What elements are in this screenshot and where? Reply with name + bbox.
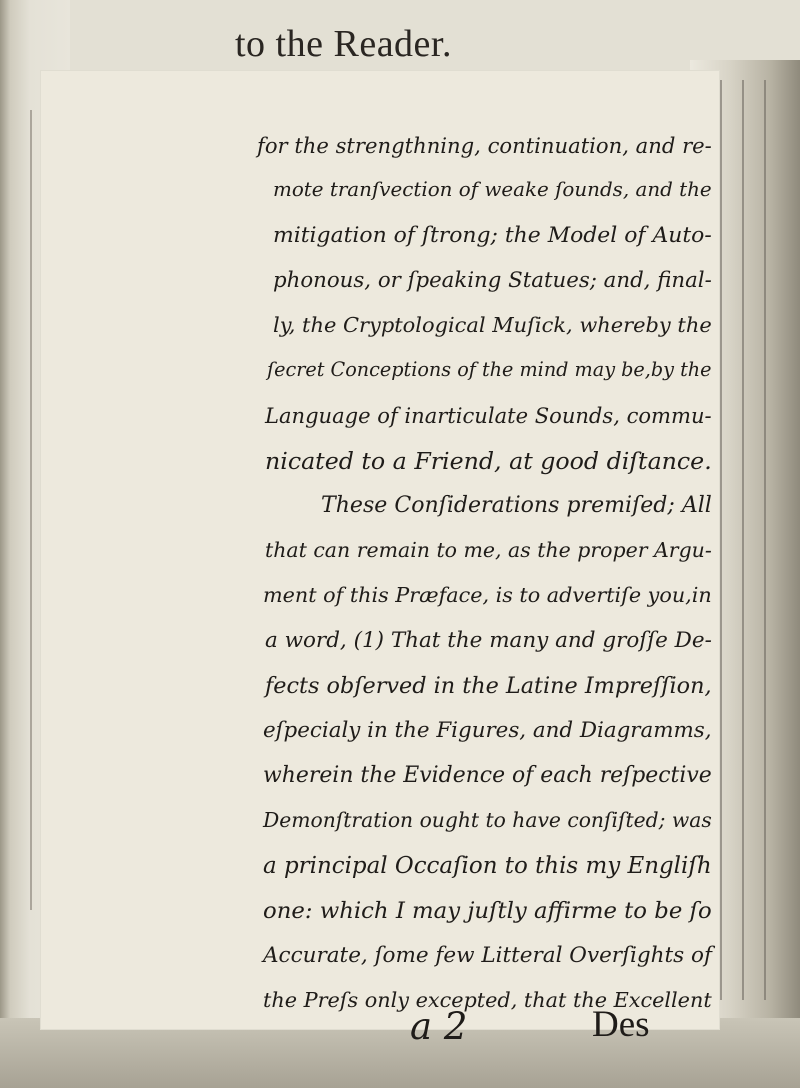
text-line: fects obſerved in the Latine Impreſſion, bbox=[265, 673, 712, 699]
catchword: Des bbox=[592, 1004, 650, 1045]
text-line: a principal Occaſion to this my Engliſh bbox=[263, 853, 712, 879]
text-line: Demonſtration ought to have conſiſted; was bbox=[263, 808, 712, 832]
edge-rule bbox=[764, 80, 766, 1000]
text-line: nicated to a Friend, at good diſtance. bbox=[265, 447, 712, 475]
text-line: ſecret Conceptions of the mind may be,by the bbox=[267, 358, 712, 381]
text-line: mote tranſvection of weake ſounds, and the bbox=[273, 178, 712, 201]
edge-rule bbox=[742, 80, 744, 1000]
text-line: the Preſs only excepted, that the Excellent bbox=[263, 988, 712, 1012]
text-line: These Conſiderations premiſed; All bbox=[321, 493, 712, 518]
text-line: mitigation of ſtrong; the Model of Auto- bbox=[273, 223, 712, 248]
text-line: a word, (1) That the many and groſſe De- bbox=[265, 628, 712, 653]
edge-rule bbox=[30, 110, 32, 910]
text-line: one: which I may juſtly affirme to be ſo bbox=[263, 898, 712, 924]
running-title: to the Reader. bbox=[235, 23, 452, 65]
signature-mark: a 2 bbox=[410, 1005, 468, 1048]
text-line: Language of inarticulate Sounds, commu- bbox=[265, 403, 712, 428]
text-line: for the strengthning, continuation, and re- bbox=[257, 133, 712, 158]
text-line: that can remain to me, as the proper Argu- bbox=[265, 538, 712, 562]
text-line: phonous, or ſpeaking Statues; and, final- bbox=[273, 268, 712, 293]
text-line: eſpecialy in the Figures, and Diagramms, bbox=[263, 718, 712, 743]
text-line: ly, the Cryptological Muſick, whereby the bbox=[273, 313, 712, 337]
text-line: Accurate, ſome few Litteral Overſights of bbox=[263, 943, 712, 968]
edge-rule bbox=[720, 80, 722, 1000]
text-line: wherein the Evidence of each reſpective bbox=[263, 763, 712, 788]
text-line: ment of this Præface, is to advertiſe you,in bbox=[263, 583, 712, 607]
